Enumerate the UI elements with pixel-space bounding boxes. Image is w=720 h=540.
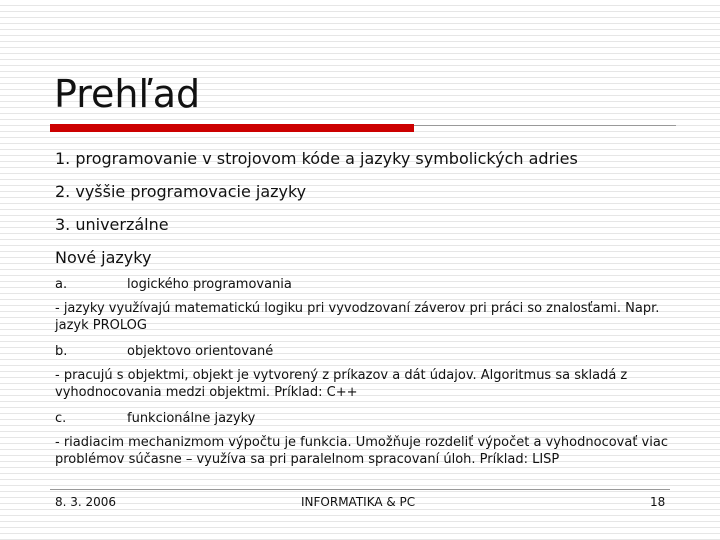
subitem-a-description: - jazyky využívajú matematickú logiku pri vyvodzovaní záverov pri práci so znalosťami. Napr. jazyk PROLOG: [55, 301, 660, 333]
subitem-b-description: - pracujú s objektmi, objekt je vytvorený z príkazov a dát údajov. Algoritmus sa skladá z vyhodnocovania medzi objektmi. Príklad: C++: [55, 368, 628, 400]
footer-date: 8. 3. 2006: [55, 495, 117, 509]
subitem-a-letter: a.: [55, 277, 68, 292]
list-item-3: 3. univerzálne: [55, 215, 169, 234]
list-item-2: 2. vyššie programovacie jazyky: [55, 182, 307, 201]
section-heading-new-languages: Nové jazyky: [55, 248, 152, 267]
subitem-c-label: funkcionálne jazyky: [127, 411, 256, 426]
subitem-a-label: logického programovania: [127, 277, 292, 292]
subitem-c-description: - riadiacim mechanizmom výpočtu je funkcia. Umožňuje rozdeliť výpočet a vyhodnocovať viac problémov súčasne – využíva sa pri paralelnom spracovaní úloh. Príklad: LISP: [55, 435, 668, 467]
footer-title: INFORMATIKA & PC: [301, 495, 416, 509]
title-divider-line: [414, 125, 676, 126]
title-accent-bar: [50, 124, 414, 132]
list-item-1: 1. programovanie v strojovom kóde a jazyky symbolických adries: [55, 149, 578, 168]
page-number: 18: [650, 495, 666, 509]
slide-title: Prehľad: [54, 72, 201, 116]
subitem-c-letter: c.: [55, 411, 67, 426]
footer-divider-line: [50, 489, 670, 490]
subitem-b-letter: b.: [55, 344, 68, 359]
subitem-b-label: objektovo orientované: [127, 344, 274, 359]
